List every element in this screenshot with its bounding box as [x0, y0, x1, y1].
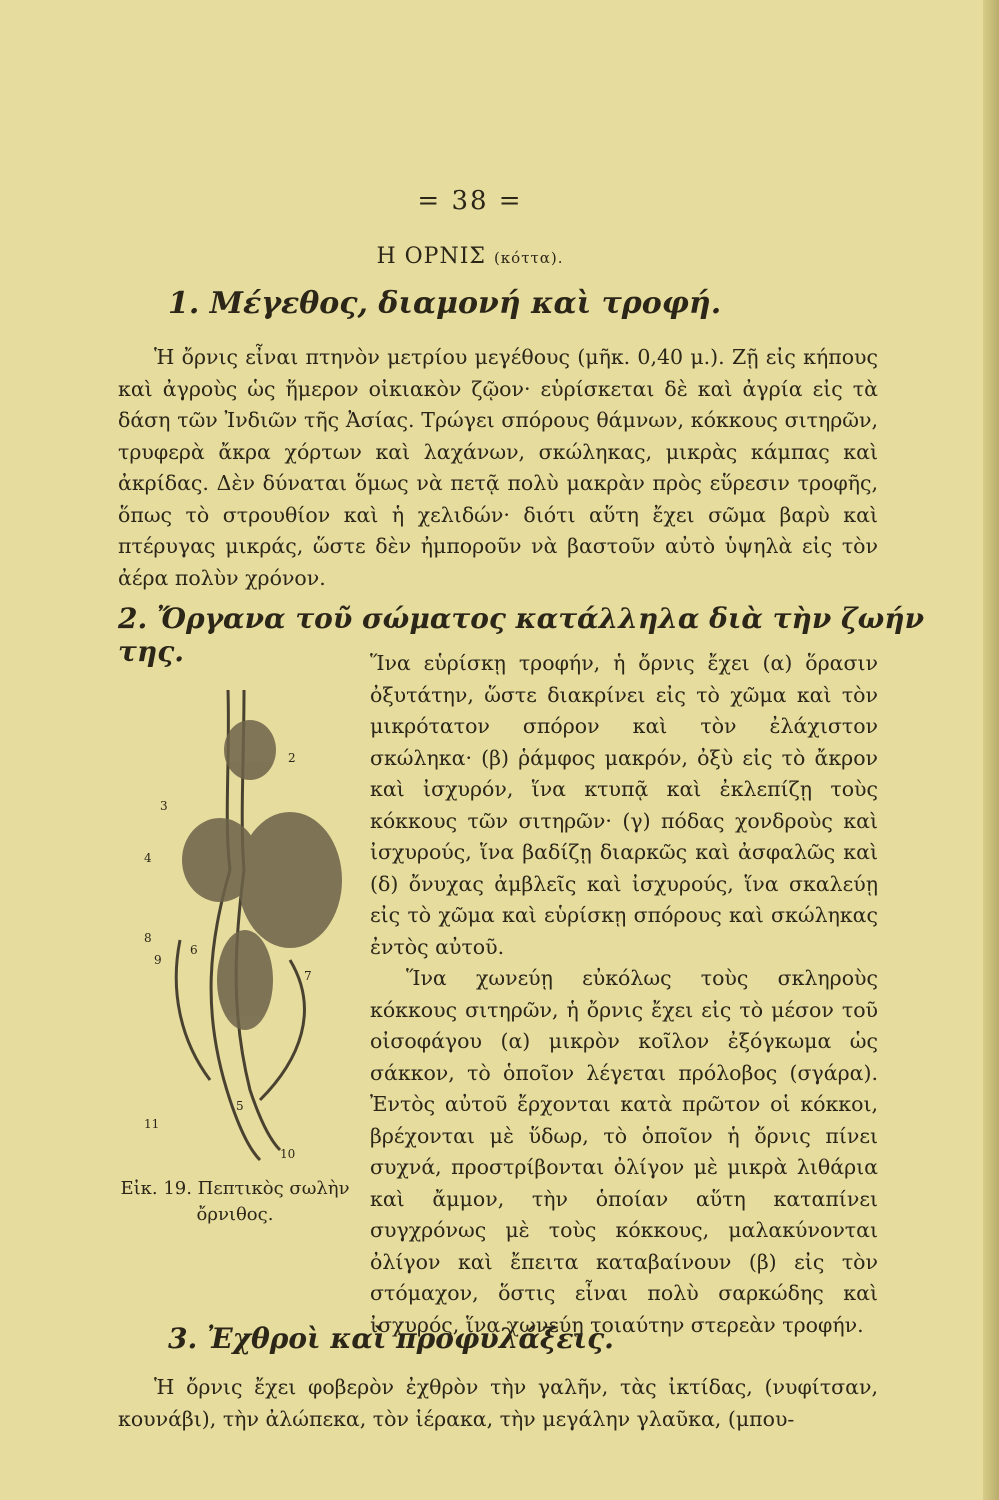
fig-label-4: 4 — [144, 851, 152, 865]
fig-label-8: 8 — [144, 931, 152, 945]
fig-label-3: 3 — [160, 799, 168, 813]
crop-shape — [224, 720, 276, 780]
figure-caption: Εἰκ. 19. Πεπτικὸς σωλὴν ὄρνιθος. — [120, 1178, 350, 1225]
chapter-subtitle: (κόττα). — [493, 249, 564, 267]
fig-label-9: 9 — [154, 953, 162, 967]
section-1-body — [118, 342, 878, 594]
liver-shape — [182, 818, 258, 902]
chapter-title-text: Η ΟΡΝΙΣ — [376, 244, 486, 269]
digestive-tract-figure — [140, 680, 350, 1170]
section-1-paragraph: Ἡ ὄρνις εἶναι πτηνὸν μετρίου μεγέθους (μῆκ. 0,40 μ.). Ζῇ εἰς κήπους καὶ ἀγροὺς ὡς ἥμερον οἰκιακὸν ζῷον· εὑρίσκεται δὲ καὶ ἀγρία εἰς τὰ δάση τῶν Ἰνδιῶν τῆς Ἀσίας. Τρώγει σπόρους θάμνων, κόκκους σιτηρῶν, τρυφερὰ ἄκρα χόρτων καὶ λαχάνων, σκώληκας, μικρὰς κάμπας καὶ ἀκρίδας. Δὲν δύναται ὅμως νὰ πετᾷ πολὺ μακρὰν πρὸς εὕρεσιν τροφῆς, ὅπως τὸ στρουθίον καὶ ἡ χελιδών· διότι αὕτη ἔχει σῶμα βαρὺ καὶ πτέρυγας μικράς, ὥστε δὲν ἠμποροῦν νὰ βαστοῦν αὐτὸ ὑψηλὰ εἰς τὸν ἀέρα πολὺν χρόνον. — [118, 345, 878, 590]
fig-label-10: 10 — [280, 1147, 296, 1161]
section-3-heading: 3. Ἐχθροὶ καὶ προφυλάξεις. — [168, 1322, 614, 1355]
section-2-paragraph-2: Ἵνα χωνεύῃ εὐκόλως τοὺς σκληροὺς κόκκους σιτηρῶν, ἡ ὄρνις ἔχει εἰς τὸ μέσον τοῦ οἰσοφάγου (α) μικρὸν κοῖλον ἐξόγκωμα ὡς σάκκον, τὸ ὁποῖον λέγεται πρόλοβος (σγάρα). Ἐντὸς αὐτοῦ ἔρχονται κατὰ πρῶτον οἱ κόκκοι, βρέχονται μὲ ὕδωρ, τὸ ὁποῖον ἡ ὄρνις πίνει συχνά, προστρίβονται ὀλίγον μὲ μικρὰ λιθάρια καὶ ἄμμον, τὴν ὁποίαν αὕτη καταπίνει συγχρόνως μὲ τοὺς κόκκους, μαλακύνονται ὀλίγον καὶ ἔπειτα καταβαίνουν (β) εἰς τὸν στόμαχον, ὅστις εἶναι πολὺ σαρκώδης καὶ ἰσχυρός, ἵνα χωνεύῃ τοιαύτην στερεὰν τροφήν. — [370, 966, 878, 1337]
pancreas-shape — [217, 930, 273, 1030]
fig-label-6: 6 — [190, 943, 198, 957]
section-2-heading: 2. Ὄργανα τοῦ σώματος κατάλληλα διὰ τὴν ζωήν της. — [118, 602, 925, 668]
fig-label-5: 5 — [236, 1099, 244, 1113]
section-1-heading: 1. Μέγεθος, διαμονή καὶ τροφή. — [168, 286, 722, 321]
section-2-body — [370, 648, 878, 1341]
section-2-paragraph-1: Ἵνα εὑρίσκῃ τροφήν, ἡ ὄρνις ἔχει (α) ὅρασιν ὀξυτάτην, ὥστε διακρίνει εἰς τὸ χῶμα καὶ τὸν μικρότατον σπόρον καὶ τὸν ἐλάχιστον σκώληκα· (β) ῥάμφος μακρόν, ὀξὺ εἰς τὸ ἄκρον καὶ ἰσχυρόν, ἵνα κτυπᾷ καὶ ἐκλεπίζῃ τοὺς κόκκους τῶν σιτηρῶν· (γ) πόδας χονδροὺς καὶ ἰσχυρούς, ἵνα βαδίζῃ διαρκῶς καὶ ἀσφαλῶς καὶ (δ) ὄνυχας ἀμβλεῖς καὶ ἰσχυρούς, ἵνα σκαλεύῃ εἰς τὸ χῶμα καὶ εὑρίσκῃ σπόρους καὶ σκώληκας ἐντὸς αὐτοῦ. — [370, 651, 878, 959]
section-3-body — [118, 1372, 878, 1435]
fig-label-7: 7 — [304, 969, 312, 983]
fig-label-2: 2 — [288, 751, 296, 765]
gizzard-shape — [238, 812, 342, 948]
page-edge — [983, 0, 999, 1500]
chapter-title — [0, 244, 940, 269]
caecum-line — [176, 940, 210, 1080]
section-3-paragraph: Ἡ ὄρνις ἔχει φοβερὸν ἐχθρὸν τὴν γαλῆν, τὰς ἰκτίδας, (νυφίτσαν, κουνάβι), τὴν ἀλώπεκα, τὸν ἱέρακα, τὴν μεγάλην γλαῦκα, (μπου- — [118, 1375, 878, 1431]
fig-label-11: 11 — [144, 1117, 160, 1131]
page-number: = 38 = — [417, 186, 523, 216]
